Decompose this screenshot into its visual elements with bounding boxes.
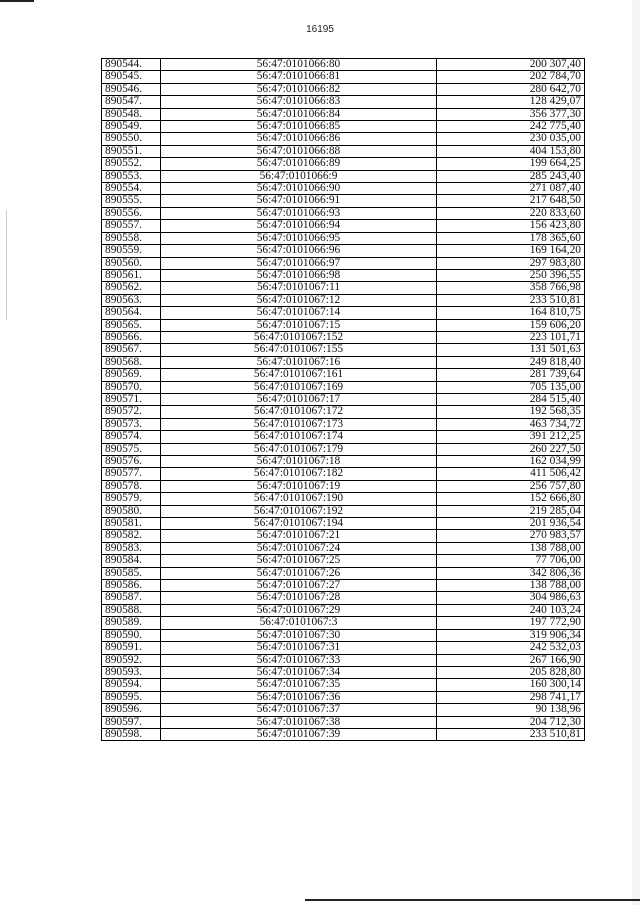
table-row <box>102 170 585 182</box>
cadastral-value-cell: 260 227,50 <box>437 443 585 455</box>
table-row <box>102 580 585 592</box>
cadastral-number-cell: 56:47:0101067:28 <box>161 592 437 604</box>
cadastral-number-cell: 56:47:0101066:84 <box>161 108 437 120</box>
table-row <box>102 183 585 195</box>
table-row <box>102 406 585 418</box>
row-number-cell: 890596. <box>102 704 161 716</box>
table-row <box>102 654 585 666</box>
table-row <box>102 493 585 505</box>
table-row <box>102 642 585 654</box>
cadastral-value-cell: 267 166,90 <box>437 654 585 666</box>
row-number-cell: 890570. <box>102 381 161 393</box>
cadastral-number-cell: 56:47:0101067:34 <box>161 666 437 678</box>
row-number-cell: 890573. <box>102 418 161 430</box>
cadastral-number-cell: 56:47:0101067:27 <box>161 580 437 592</box>
cadastral-number-cell: 56:47:0101066:90 <box>161 183 437 195</box>
cadastral-number-cell: 56:47:0101067:152 <box>161 331 437 343</box>
row-number-cell: 890558. <box>102 232 161 244</box>
cadastral-number-cell: 56:47:0101067:29 <box>161 604 437 616</box>
cadastral-value-cell: 242 775,40 <box>437 121 585 133</box>
scan-edge-mark <box>6 210 7 320</box>
cadastral-value-cell: 204 712,30 <box>437 716 585 728</box>
row-number-cell: 890592. <box>102 654 161 666</box>
cadastral-number-cell: 56:47:0101067:36 <box>161 691 437 703</box>
cadastral-value-cell: 220 833,60 <box>437 207 585 219</box>
table-row <box>102 369 585 381</box>
table-row <box>102 431 585 443</box>
row-number-cell: 890564. <box>102 307 161 319</box>
row-number-cell: 890569. <box>102 369 161 381</box>
cadastral-value-cell: 77 706,00 <box>437 555 585 567</box>
cadastral-value-cell: 249 818,40 <box>437 356 585 368</box>
cadastral-value-cell: 223 101,71 <box>437 331 585 343</box>
table-row <box>102 331 585 343</box>
row-number-cell: 890571. <box>102 393 161 405</box>
cadastral-number-cell: 56:47:0101067:19 <box>161 480 437 492</box>
cadastral-number-cell: 56:47:0101067:18 <box>161 456 437 468</box>
table-row <box>102 257 585 269</box>
cadastral-number-cell: 56:47:0101066:86 <box>161 133 437 145</box>
cadastral-number-cell: 56:47:0101066:80 <box>161 59 437 71</box>
cadastral-number-cell: 56:47:0101067:182 <box>161 468 437 480</box>
cadastral-number-cell: 56:47:0101066:89 <box>161 158 437 170</box>
cadastral-value-cell: 391 212,25 <box>437 431 585 443</box>
row-number-cell: 890556. <box>102 207 161 219</box>
cadastral-value-cell: 200 307,40 <box>437 59 585 71</box>
row-number-cell: 890552. <box>102 158 161 170</box>
row-number-cell: 890548. <box>102 108 161 120</box>
cadastral-value-cell: 131 501,63 <box>437 344 585 356</box>
table-row <box>102 604 585 616</box>
cadastral-value-cell: 233 510,81 <box>437 294 585 306</box>
cadastral-value-table <box>101 58 585 741</box>
cadastral-value-cell: 233 510,81 <box>437 728 585 740</box>
row-number-cell: 890566. <box>102 331 161 343</box>
cadastral-number-cell: 56:47:0101066:98 <box>161 269 437 281</box>
cadastral-value-cell: 160 300,14 <box>437 679 585 691</box>
cadastral-value-cell: 164 810,75 <box>437 307 585 319</box>
table-row <box>102 679 585 691</box>
table-row <box>102 393 585 405</box>
row-number-cell: 890559. <box>102 245 161 257</box>
table-row <box>102 307 585 319</box>
table-row <box>102 319 585 331</box>
cadastral-number-cell: 56:47:0101066:81 <box>161 71 437 83</box>
row-number-cell: 890586. <box>102 580 161 592</box>
cadastral-number-cell: 56:47:0101066:95 <box>161 232 437 244</box>
cadastral-value-cell: 205 828,80 <box>437 666 585 678</box>
cadastral-value-cell: 202 784,70 <box>437 71 585 83</box>
cadastral-value-cell: 199 664,25 <box>437 158 585 170</box>
row-number-cell: 890582. <box>102 530 161 542</box>
table-row <box>102 381 585 393</box>
row-number-cell: 890583. <box>102 542 161 554</box>
cadastral-number-cell: 56:47:0101067:31 <box>161 642 437 654</box>
cadastral-number-cell: 56:47:0101067:30 <box>161 629 437 641</box>
table-row <box>102 443 585 455</box>
cadastral-value-cell: 404 153,80 <box>437 145 585 157</box>
row-number-cell: 890563. <box>102 294 161 306</box>
row-number-cell: 890584. <box>102 555 161 567</box>
cadastral-value-cell: 411 506,42 <box>437 468 585 480</box>
table-row <box>102 207 585 219</box>
row-number-cell: 890578. <box>102 480 161 492</box>
cadastral-value-cell: 156 423,80 <box>437 220 585 232</box>
cadastral-number-cell: 56:47:0101067:174 <box>161 431 437 443</box>
row-number-cell: 890561. <box>102 269 161 281</box>
row-number-cell: 890588. <box>102 604 161 616</box>
row-number-cell: 890549. <box>102 121 161 133</box>
table-row <box>102 108 585 120</box>
table-row <box>102 617 585 629</box>
cadastral-number-cell: 56:47:0101067:37 <box>161 704 437 716</box>
cadastral-value-cell: 162 034,99 <box>437 456 585 468</box>
cadastral-number-cell: 56:47:0101067:192 <box>161 505 437 517</box>
row-number-cell: 890547. <box>102 96 161 108</box>
cadastral-number-cell: 56:47:0101066:82 <box>161 83 437 95</box>
table-row <box>102 542 585 554</box>
cadastral-number-cell: 56:47:0101067:3 <box>161 617 437 629</box>
table-row <box>102 232 585 244</box>
cadastral-number-cell: 56:47:0101067:17 <box>161 393 437 405</box>
cadastral-number-cell: 56:47:0101067:38 <box>161 716 437 728</box>
table-row <box>102 530 585 542</box>
table-row <box>102 83 585 95</box>
row-number-cell: 890597. <box>102 716 161 728</box>
cadastral-value-cell: 138 788,00 <box>437 542 585 554</box>
row-number-cell: 890598. <box>102 728 161 740</box>
cadastral-number-cell: 56:47:0101066:93 <box>161 207 437 219</box>
row-number-cell: 890545. <box>102 71 161 83</box>
table-row <box>102 269 585 281</box>
cadastral-value-cell: 319 906,34 <box>437 629 585 641</box>
table-row <box>102 505 585 517</box>
row-number-cell: 890575. <box>102 443 161 455</box>
table-row <box>102 195 585 207</box>
row-number-cell: 890555. <box>102 195 161 207</box>
cadastral-number-cell: 56:47:0101067:16 <box>161 356 437 368</box>
row-number-cell: 890544. <box>102 59 161 71</box>
cadastral-number-cell: 56:47:0101066:91 <box>161 195 437 207</box>
cadastral-value-cell: 169 164,20 <box>437 245 585 257</box>
cadastral-number-cell: 56:47:0101067:24 <box>161 542 437 554</box>
table-row <box>102 691 585 703</box>
cadastral-value-cell: 270 983,57 <box>437 530 585 542</box>
cadastral-value-cell: 280 642,70 <box>437 83 585 95</box>
table-row <box>102 282 585 294</box>
row-number-cell: 890562. <box>102 282 161 294</box>
table-row <box>102 418 585 430</box>
cadastral-number-cell: 56:47:0101067:15 <box>161 319 437 331</box>
row-number-cell: 890546. <box>102 83 161 95</box>
cadastral-value-cell: 192 568,35 <box>437 406 585 418</box>
cadastral-number-cell: 56:47:0101066:96 <box>161 245 437 257</box>
cadastral-number-cell: 56:47:0101067:14 <box>161 307 437 319</box>
table-row <box>102 294 585 306</box>
cadastral-number-cell: 56:47:0101067:179 <box>161 443 437 455</box>
row-number-cell: 890565. <box>102 319 161 331</box>
row-number-cell: 890553. <box>102 170 161 182</box>
cadastral-value-cell: 159 606,20 <box>437 319 585 331</box>
table-row <box>102 480 585 492</box>
table-row <box>102 220 585 232</box>
table-row <box>102 518 585 530</box>
cadastral-number-cell: 56:47:0101066:94 <box>161 220 437 232</box>
row-number-cell: 890551. <box>102 145 161 157</box>
table-row <box>102 666 585 678</box>
cadastral-value-cell: 297 983,80 <box>437 257 585 269</box>
row-number-cell: 890574. <box>102 431 161 443</box>
top-left-rule <box>0 0 34 2</box>
row-number-cell: 890550. <box>102 133 161 145</box>
scan-right-edge <box>632 0 640 905</box>
cadastral-number-cell: 56:47:0101067:173 <box>161 418 437 430</box>
cadastral-value-cell: 197 772,90 <box>437 617 585 629</box>
cadastral-value-cell: 705 135,00 <box>437 381 585 393</box>
cadastral-value-cell: 281 739,64 <box>437 369 585 381</box>
cadastral-value-cell: 217 648,50 <box>437 195 585 207</box>
row-number-cell: 890591. <box>102 642 161 654</box>
cadastral-value-cell: 219 285,04 <box>437 505 585 517</box>
row-number-cell: 890589. <box>102 617 161 629</box>
table-row <box>102 704 585 716</box>
cadastral-number-cell: 56:47:0101067:161 <box>161 369 437 381</box>
row-number-cell: 890581. <box>102 518 161 530</box>
cadastral-value-cell: 242 532,03 <box>437 642 585 654</box>
cadastral-number-cell: 56:47:0101067:194 <box>161 518 437 530</box>
cadastral-number-cell: 56:47:0101066:97 <box>161 257 437 269</box>
table-row <box>102 344 585 356</box>
table-row <box>102 356 585 368</box>
cadastral-number-cell: 56:47:0101067:11 <box>161 282 437 294</box>
cadastral-number-cell: 56:47:0101067:169 <box>161 381 437 393</box>
cadastral-value-cell: 304 986,63 <box>437 592 585 604</box>
row-number-cell: 890577. <box>102 468 161 480</box>
table-row <box>102 71 585 83</box>
cadastral-value-cell: 178 365,60 <box>437 232 585 244</box>
row-number-cell: 890593. <box>102 666 161 678</box>
row-number-cell: 890554. <box>102 183 161 195</box>
cadastral-value-cell: 342 806,36 <box>437 567 585 579</box>
table-row <box>102 728 585 740</box>
table-row <box>102 592 585 604</box>
row-number-cell: 890585. <box>102 567 161 579</box>
cadastral-number-cell: 56:47:0101066:9 <box>161 170 437 182</box>
cadastral-value-cell: 271 087,40 <box>437 183 585 195</box>
cadastral-number-cell: 56:47:0101067:26 <box>161 567 437 579</box>
cadastral-value-cell: 285 243,40 <box>437 170 585 182</box>
cadastral-number-cell: 56:47:0101066:88 <box>161 145 437 157</box>
table-row <box>102 456 585 468</box>
cadastral-number-cell: 56:47:0101067:35 <box>161 679 437 691</box>
row-number-cell: 890560. <box>102 257 161 269</box>
page-number: 16195 <box>306 24 334 35</box>
bottom-rule <box>305 899 640 901</box>
cadastral-number-cell: 56:47:0101067:172 <box>161 406 437 418</box>
cadastral-value-cell: 284 515,40 <box>437 393 585 405</box>
cadastral-number-cell: 56:47:0101067:39 <box>161 728 437 740</box>
cadastral-value-cell: 90 138,96 <box>437 704 585 716</box>
table-row <box>102 121 585 133</box>
row-number-cell: 890568. <box>102 356 161 368</box>
cadastral-value-cell: 138 788,00 <box>437 580 585 592</box>
table-row <box>102 716 585 728</box>
cadastral-value-cell: 356 377,30 <box>437 108 585 120</box>
cadastral-value-cell: 240 103,24 <box>437 604 585 616</box>
row-number-cell: 890594. <box>102 679 161 691</box>
table-row <box>102 145 585 157</box>
row-number-cell: 890579. <box>102 493 161 505</box>
row-number-cell: 890576. <box>102 456 161 468</box>
cadastral-number-cell: 56:47:0101066:85 <box>161 121 437 133</box>
table-row <box>102 96 585 108</box>
cadastral-number-cell: 56:47:0101067:25 <box>161 555 437 567</box>
table-row <box>102 133 585 145</box>
row-number-cell: 890587. <box>102 592 161 604</box>
cadastral-value-cell: 152 666,80 <box>437 493 585 505</box>
table-row <box>102 629 585 641</box>
table-body <box>102 59 585 741</box>
row-number-cell: 890590. <box>102 629 161 641</box>
cadastral-value-cell: 298 741,17 <box>437 691 585 703</box>
table-row <box>102 245 585 257</box>
cadastral-number-cell: 56:47:0101067:12 <box>161 294 437 306</box>
row-number-cell: 890580. <box>102 505 161 517</box>
row-number-cell: 890595. <box>102 691 161 703</box>
row-number-cell: 890557. <box>102 220 161 232</box>
row-number-cell: 890567. <box>102 344 161 356</box>
table-row <box>102 567 585 579</box>
row-number-cell: 890572. <box>102 406 161 418</box>
cadastral-number-cell: 56:47:0101067:21 <box>161 530 437 542</box>
cadastral-value-cell: 128 429,07 <box>437 96 585 108</box>
cadastral-number-cell: 56:47:0101067:33 <box>161 654 437 666</box>
cadastral-value-cell: 463 734,72 <box>437 418 585 430</box>
cadastral-value-cell: 250 396,55 <box>437 269 585 281</box>
cadastral-number-cell: 56:47:0101066:83 <box>161 96 437 108</box>
cadastral-value-cell: 256 757,80 <box>437 480 585 492</box>
cadastral-value-cell: 230 035,00 <box>437 133 585 145</box>
cadastral-number-cell: 56:47:0101067:190 <box>161 493 437 505</box>
table-row <box>102 468 585 480</box>
table-row <box>102 158 585 170</box>
table-row <box>102 59 585 71</box>
cadastral-value-cell: 358 766,98 <box>437 282 585 294</box>
table-row <box>102 555 585 567</box>
cadastral-value-cell: 201 936,54 <box>437 518 585 530</box>
cadastral-number-cell: 56:47:0101067:155 <box>161 344 437 356</box>
